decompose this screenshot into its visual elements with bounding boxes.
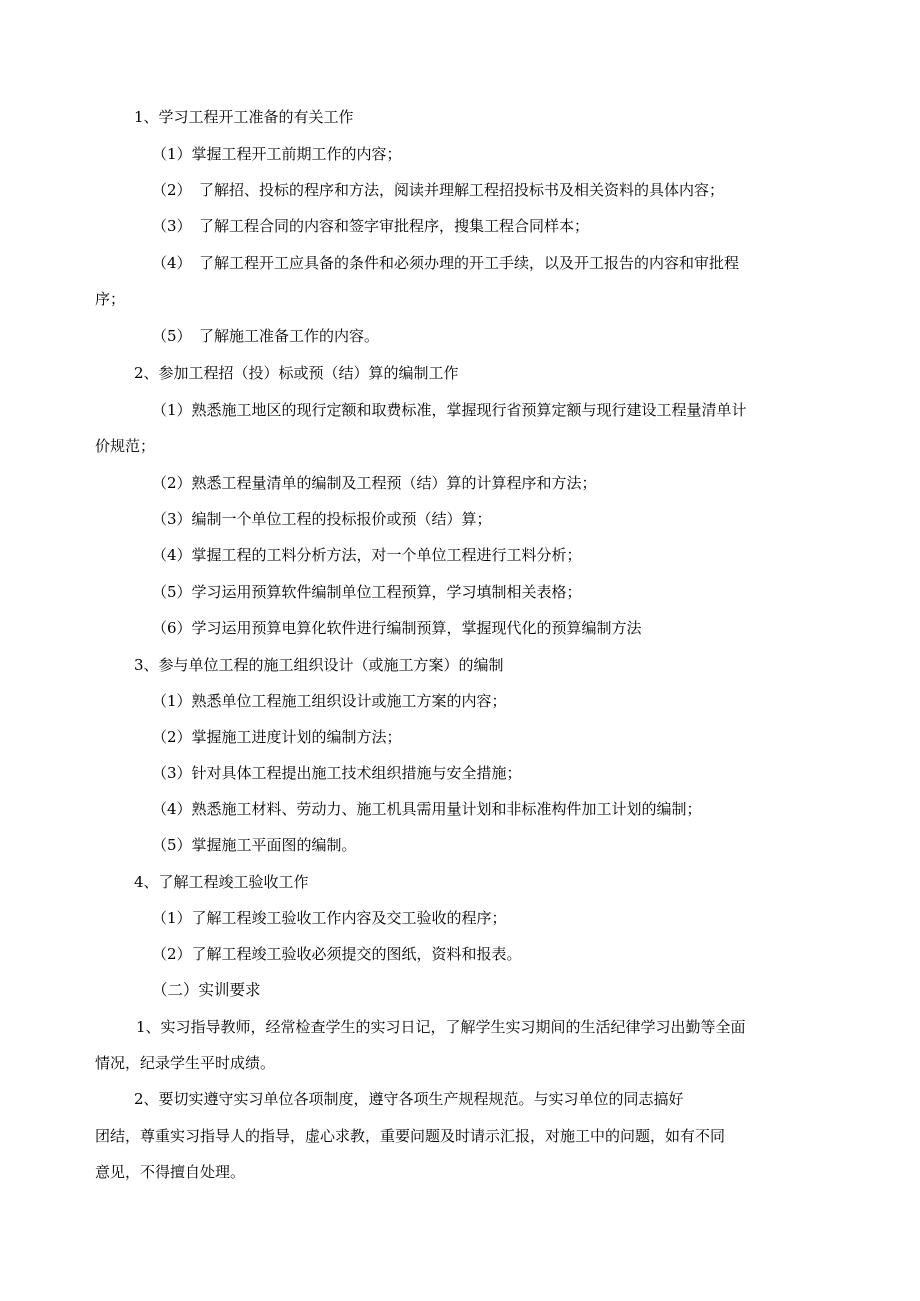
- section-heading-4: 4、了解工程竣工验收工作: [134, 873, 309, 891]
- list-item: （4）掌握工程的工料分析方法，对一个单位工程进行工料分析；: [152, 546, 582, 564]
- paragraph-line: 2、要切实遵守实习单位各项制度，遵守各项生产规程规范。与实习单位的同志搞好: [134, 1090, 684, 1108]
- list-item: （6）学习运用预算电算化软件进行编制预算，掌握现代化的预算编制方法: [152, 619, 642, 637]
- list-item: （2）了解工程竣工验收必须提交的图纸，资料和报表。: [152, 945, 522, 963]
- paragraph-line: 1、实习指导教师，经常检查学生的实习日记，了解学生实习期间的生活纪律学习出勤等全面: [136, 1018, 746, 1036]
- paragraph-line: 情况，纪录学生平时成绩。: [95, 1054, 276, 1072]
- paragraph-line: 团结，尊重实习指导人的指导，虚心求教，重要问题及时请示汇报，对施工中的问题，如有不同: [95, 1127, 726, 1145]
- list-item: （5）掌握施工平面图的编制。: [152, 836, 357, 854]
- subsection-title: （二）实训要求: [152, 981, 261, 999]
- section-heading-3: 3、参与单位工程的施工组织设计（或施工方案）的编制: [134, 656, 504, 674]
- paragraph-line: 意见，不得擅自处理。: [95, 1163, 246, 1181]
- list-item: （1）熟悉单位工程施工组织设计或施工方案的内容；: [152, 692, 507, 710]
- list-item-continuation: 价规范；: [95, 437, 156, 455]
- list-item: （1）熟悉施工地区的现行定额和取费标准，掌握现行省预算定额与现行建设工程量清单计: [152, 401, 747, 419]
- list-item: （3） 了解工程合同的内容和签字审批程序，搜集工程合同样本；: [152, 217, 590, 235]
- list-item: （2） 了解招、投标的程序和方法，阅读并理解工程招投标书及相关资料的具体内容；: [152, 181, 725, 199]
- list-item: （1）掌握工程开工前期工作的内容；: [152, 145, 402, 163]
- list-item: （2）熟悉工程量清单的编制及工程预（结）算的计算程序和方法；: [152, 474, 597, 492]
- list-item: （5） 了解施工准备工作的内容。: [152, 327, 380, 345]
- list-item: （3）针对具体工程提出施工技术组织措施与安全措施；: [152, 764, 522, 782]
- section-heading-1: 1、学习工程开工准备的有关工作: [134, 108, 354, 126]
- list-item: （3）编制一个单位工程的投标报价或预（结）算；: [152, 510, 492, 528]
- list-item: （4） 了解工程开工应具备的条件和必须办理的开工手续，以及开工报告的内容和审批程: [152, 254, 740, 272]
- list-item: （4）熟悉施工材料、劳动力、施工机具需用量计划和非标准构件加工计划的编制；: [152, 800, 702, 818]
- list-item: （2）掌握施工进度计划的编制方法；: [152, 728, 402, 746]
- list-item: （1）了解工程竣工验收工作内容及交工验收的程序；: [152, 909, 507, 927]
- list-item-continuation: 序；: [95, 290, 126, 308]
- section-heading-2: 2、参加工程招（投）标或预（结）算的编制工作: [134, 364, 459, 382]
- list-item: （5）学习运用预算软件编制单位工程预算，学习填制相关表格；: [152, 583, 582, 601]
